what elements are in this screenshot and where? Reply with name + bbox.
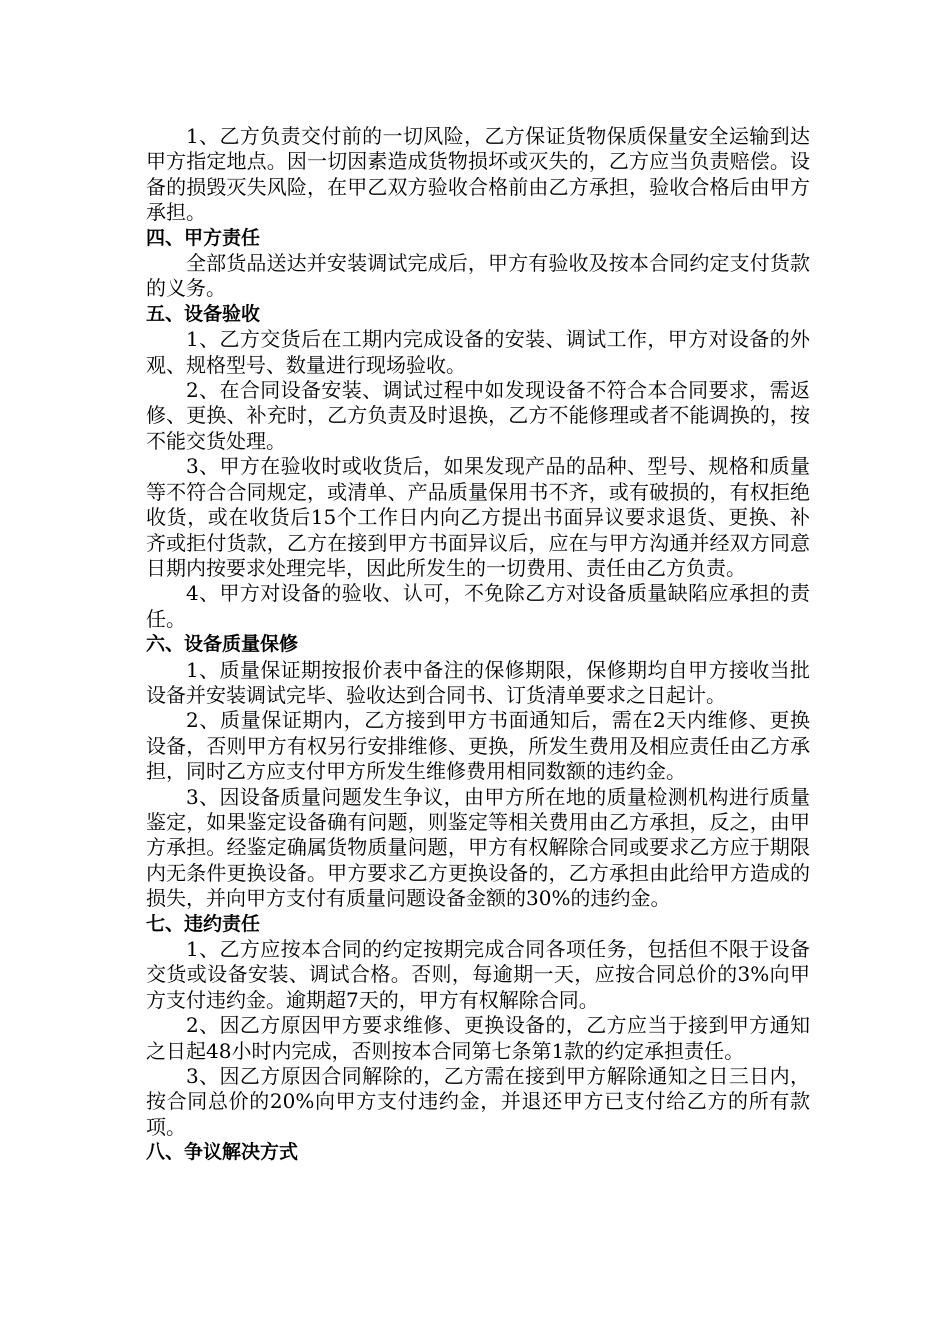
section-heading: 六、设备质量保修 [146, 633, 299, 656]
clause-paragraph: 1、质量保证期按报价表中备注的保修期限，保修期均自甲方接收当批设备并安装调试完毕、验收达到合同书、订货清单要求之日起计。 [146, 657, 810, 707]
clause-paragraph: 1、乙方交货后在工期内完成设备的安装、调试工作，甲方对设备的外观、规格型号、数量进行现场验收。 [146, 327, 810, 377]
clause-paragraph: 全部货品送达并安装调试完成后，甲方有验收及按本合同约定支付货款的义务。 [146, 251, 810, 301]
clause-paragraph: 1、乙方负责交付前的一切风险，乙方保证货物保质保量安全运输到达甲方指定地点。因一切因素造成货物损坏或灭失的，乙方应当负责赔偿。设备的损毁灭失风险，在甲乙双方验收合格前由乙方承担，验收合格后由甲方承担。 [146, 124, 810, 225]
section-heading: 四、甲方责任 [146, 226, 261, 249]
clause-paragraph: 2、在合同设备安装、调试过程中如发现设备不符合本合同要求，需返修、更换、补充时，乙方负责及时退换，乙方不能修理或者不能调换的，按不能交货处理。 [146, 378, 810, 453]
section-heading: 八、争议解决方式 [146, 1141, 299, 1164]
document-body [146, 124, 810, 1166]
clause-paragraph: 4、甲方对设备的验收、认可，不免除乙方对设备质量缺陷应承担的责任。 [146, 581, 810, 631]
section-heading: 七、违约责任 [146, 912, 261, 935]
clause-paragraph: 2、因乙方原因甲方要求维修、更换设备的，乙方应当于接到甲方通知之日起48小时内完成，否则按本合同第七条第1款的约定承担责任。 [146, 1013, 810, 1063]
clause-paragraph: 3、因乙方原因合同解除的，乙方需在接到甲方解除通知之日三日内，按合同总价的20%向甲方支付违约金，并退还甲方已支付给乙方的所有款项。 [146, 1064, 810, 1139]
clause-paragraph: 3、甲方在验收时或收货后，如果发现产品的品种、型号、规格和质量等不符合合同规定，或清单、产品质量保用书不齐，或有破损的，有权拒绝收货，或在收货后15个工作日内向乙方提出书面异议要求退货、更换、补齐或拒付货款，乙方在接到甲方书面异议后，应在与甲方沟通并经双方同意日期内按要求处理完毕，因此所发生的一切费用、责任由乙方负责。 [146, 454, 810, 580]
clause-paragraph: 2、质量保证期内，乙方接到甲方书面通知后，需在2天内维修、更换设备，否则甲方有权另行安排维修、更换，所发生费用及相应责任由乙方承担，同时乙方应支付甲方所发生维修费用相同数额的违约金。 [146, 708, 810, 784]
clause-paragraph: 1、乙方应按本合同的约定按期完成合同各项任务，包括但不限于设备交货或设备安装、调试合格。否则，每逾期一天，应按合同总价的3%向甲方支付违约金。逾期超7天的，甲方有权解除合同。 [146, 937, 810, 1012]
clause-paragraph: 3、因设备质量问题发生争议，由甲方所在地的质量检测机构进行质量鉴定，如果鉴定设备确有问题，则鉴定等相关费用由乙方承担，反之，由甲方承担。经鉴定确属货物质量问题，甲方有权解除合同或要求乙方应于期限内无条件更换设备。甲方要求乙方更换设备的，乙方承担由此给甲方造成的损失，并向甲方支付有质量问题设备金额的30%的违约金。 [146, 784, 810, 911]
section-heading: 五、设备验收 [146, 302, 261, 325]
